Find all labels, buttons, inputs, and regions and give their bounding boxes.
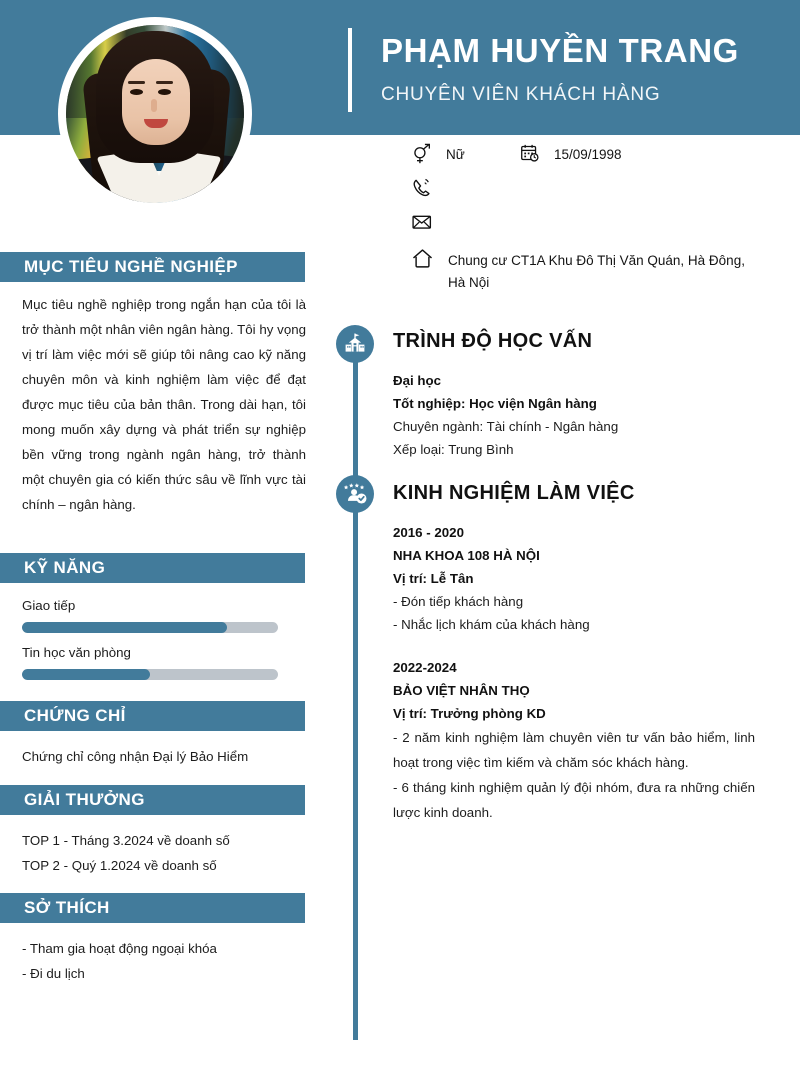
contact-info xyxy=(412,142,792,303)
section-header-awards xyxy=(0,785,305,815)
photo-nose xyxy=(151,99,157,112)
hobby-item: - Đi du lịch xyxy=(22,966,85,981)
section-title-awards: GIẢI THƯỞNG xyxy=(24,790,145,809)
education-level: Đại học xyxy=(393,373,442,388)
skill-progress-track xyxy=(22,669,278,680)
calendar-icon xyxy=(520,142,554,163)
job-period: 2016 - 2020 xyxy=(393,525,464,540)
timeline-line xyxy=(353,348,358,1040)
experience-job xyxy=(393,521,773,636)
job-position: Vị trí: Trưởng phòng KD xyxy=(393,706,546,721)
photo-brow-right xyxy=(156,81,173,84)
job-bullet: - Đón tiếp khách hàng xyxy=(393,594,524,609)
contact-row-email xyxy=(412,212,792,238)
education-graduation: Tốt nghiệp: Học viện Ngân hàng xyxy=(393,396,597,411)
section-title-education: TRÌNH ĐỘ HỌC VẤN xyxy=(393,330,593,352)
job-period: 2022-2024 xyxy=(393,660,457,675)
section-header-certificates xyxy=(0,701,305,731)
portrait-photo xyxy=(66,25,244,203)
address-value: Chung cư CT1A Khu Đô Thị Văn Quán, Hà Đông, Hà Nội xyxy=(448,253,745,290)
experience-badge-icon xyxy=(336,475,374,513)
education-major: Chuyên ngành: Tài chính - Ngân hàng xyxy=(393,419,619,434)
skill-progress-fill xyxy=(22,669,150,680)
section-header-hobbies xyxy=(0,893,305,923)
award-item: TOP 2 - Quý 1.2024 về doanh số xyxy=(22,858,217,873)
email-icon xyxy=(412,212,446,231)
skill-progress-track xyxy=(22,622,278,633)
education-section xyxy=(393,330,773,461)
header-divider xyxy=(348,28,352,112)
contact-row-phone xyxy=(412,177,792,203)
skill-label: Giao tiếp xyxy=(22,598,76,613)
hobby-item: - Tham gia hoạt động ngoại khóa xyxy=(22,941,217,956)
section-header-skills xyxy=(0,553,305,583)
education-grade: Xếp loại: Trung Bình xyxy=(393,442,514,457)
photo-eye-right xyxy=(158,89,171,95)
job-position: Vị trí: Lễ Tân xyxy=(393,571,474,586)
photo-eye-left xyxy=(130,89,143,95)
avatar xyxy=(58,17,252,211)
job-bullet: - Nhắc lịch khám của khách hàng xyxy=(393,617,590,632)
skill-item xyxy=(22,645,278,680)
contact-row-gender-dob xyxy=(412,142,792,168)
job-bullet: - 2 năm kinh nghiệm làm chuyên viên tư vấn bảo hiểm, linh hoạt trong việc tìm kiếm và chăm sóc khách hàng. xyxy=(393,730,755,770)
certificate-item: Chứng chỉ công nhận Đại lý Bảo Hiểm xyxy=(22,749,249,764)
experience-section xyxy=(393,482,773,825)
job-company: NHA KHOA 108 HÀ NỘI xyxy=(393,548,540,563)
school-icon xyxy=(336,325,374,363)
job-company: BẢO VIỆT NHÂN THỌ xyxy=(393,683,530,698)
dob-value: 15/09/1998 xyxy=(554,147,622,162)
photo-brow-left xyxy=(128,81,145,84)
section-title-certificates: CHỨNG CHỈ xyxy=(24,706,126,725)
job-title-subtitle: CHUYÊN VIÊN KHÁCH HÀNG xyxy=(381,84,661,105)
skill-progress-fill xyxy=(22,622,227,633)
award-item: TOP 1 - Tháng 3.2024 về doanh số xyxy=(22,833,230,848)
job-bullet: - 6 tháng kinh nghiệm quản lý đội nhóm, đưa ra những chiến lược kinh doanh. xyxy=(393,780,755,820)
section-title-objective: MỤC TIÊU NGHỀ NGHIỆP xyxy=(24,257,238,276)
section-title-hobbies: SỞ THÍCH xyxy=(24,898,110,917)
skill-label: Tin học văn phòng xyxy=(22,645,131,660)
objective-text: Mục tiêu nghề nghiệp trong ngắn hạn của tôi là trở thành một nhân viên ngân hàng. Tôi hy vọng vị trí làm việc mới sẽ giúp tôi nâng cao kỹ năng chuyên môn và kinh nghiệm làm việc để đạt được mục tiêu của bản thân. Trong dài hạn, tôi mong muốn xây dựng và phát triển sự nghiệp bền vững trong ngành ngân hàng, trở thành một chuyên gia có kiến thức sâu về lĩnh vực tài chính – ngân hàng. xyxy=(22,297,306,512)
gender-value: Nữ xyxy=(446,147,465,162)
home-icon xyxy=(412,247,448,269)
section-title-skills: KỸ NĂNG xyxy=(24,558,106,577)
page-title: PHẠM HUYỀN TRANG xyxy=(381,32,739,69)
section-title-experience: KINH NGHIỆM LÀM VIỆC xyxy=(393,482,635,504)
gender-icon xyxy=(412,142,446,165)
experience-job xyxy=(393,656,773,825)
section-header-objective xyxy=(0,252,305,282)
phone-icon xyxy=(412,177,446,199)
skill-item xyxy=(22,598,278,633)
contact-row-address xyxy=(412,247,792,294)
